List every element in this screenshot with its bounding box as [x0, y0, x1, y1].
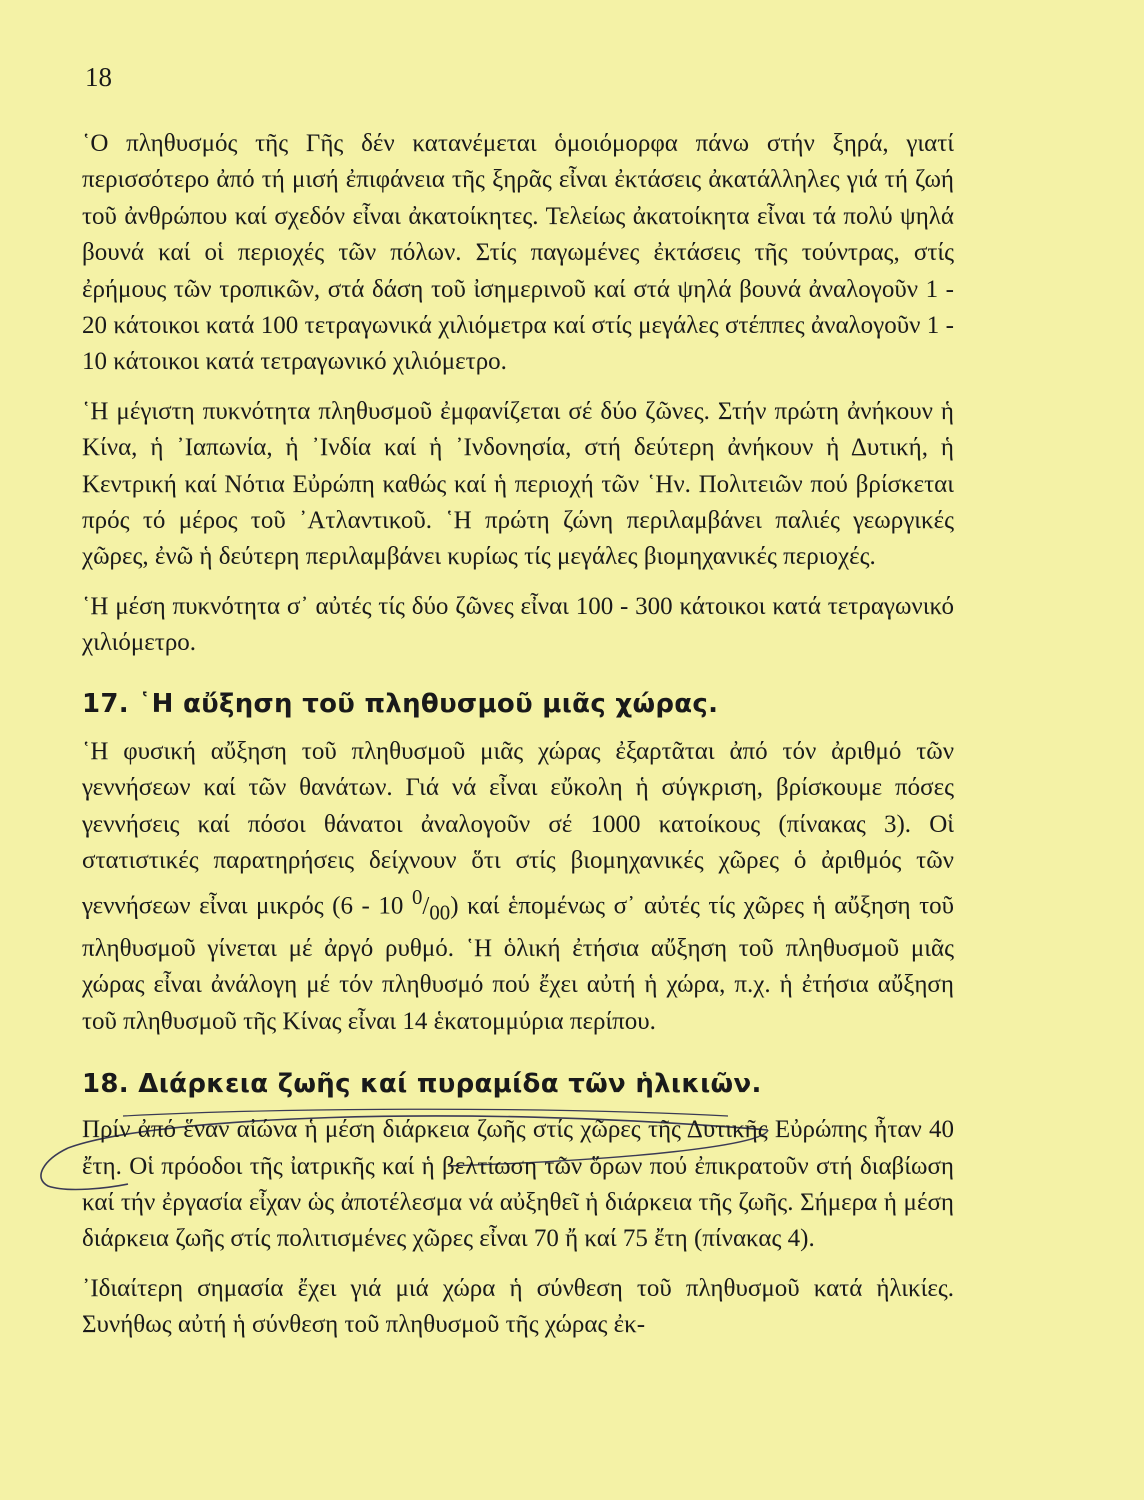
paragraph-mean-density: ῾Η μέση πυκνότητα σ᾿ αὐτές τίς δύο ζῶνες εἶναι 100 - 300 κάτοικοι κατά τετραγωνικό χιλιόμετρο. [82, 592, 954, 657]
paragraph-age-composition: ᾿Ιδιαίτερη σημασία ἔχει γιά μιά χώρα ἡ σύνθεση τοῦ πληθυσμοῦ κατά ἡλικίες. Συνήθως αὐτή ἡ σύνθεση τοῦ πληθυσμοῦ τῆς χώρας ἐκ- [82, 1274, 954, 1339]
page-number: 18 [85, 62, 112, 92]
permille-sup: 0 [412, 885, 423, 910]
section-17-heading: 17. ῾Η αὔξηση τοῦ πληθυσμοῦ μιᾶς χώρας. [82, 688, 719, 719]
page-content [82, 126, 954, 1357]
growth-text-end: ) καί ἑπομένως σ᾿ αὐτές τίς χῶρες ἡ αὔξηση τοῦ πληθυσμοῦ γίνεται μέ ἀργό ρυθμό. ῾Η ὁλική ἐτήσια αὔξηση τοῦ πληθυσμοῦ μιᾶς χώρας εἶναι ἀνάλογη μέ τόν πληθυσμό πού ἔχει αὐτή ἡ χώρα, π.χ. ἡ ἐτήσια αὔξηση τοῦ πληθυσμοῦ τῆς Κίνας εἶναι 14 ἑκατομμύρια περίπου. [82, 892, 954, 1035]
paragraph-population-growth [82, 734, 954, 1041]
paragraph-life-expectancy: Πρίν ἀπό ἕναν αἰώνα ἡ μέση διάρκεια ζωῆς στίς χῶρες τῆς Δυτικῆς Εὐρώπης ἦταν 40 ἔτη. Οἱ πρόοδοι τῆς ἰατρικῆς καί ἡ βελτίωση τῶν ὅρων πού ἐπικρατοῦν στή διαβίωση καί τήν ἐργασία εἶχαν ὡς ἀποτέλεσμα νά αὐξηθεῖ ἡ διάρκεια τῆς ζωῆς. Σήμερα ἡ μέση διάρκεια ζωῆς στίς πολιτισμένες χῶρες εἶναι 70 ἤ καί 75 ἔτη (πίνακας 4). [82, 1116, 954, 1253]
paragraph-population-distribution: ῾Ο πληθυσμός τῆς Γῆς δέν κατανέμεται ὁμοιόμορφα πάνω στήν ξηρά, γιατί περισσότερο ἀπό τή μισή ἐπιφάνεια τῆς ξηρᾶς εἶναι ἐκτάσεις ἀκατάλληλες γιά τή ζωή τοῦ ἀνθρώπου καί σχεδόν εἶναι ἀκατοίκητες. Τελείως ἀκατοίκητα εἶναι τά πολύ ψηλά βουνά καί οἱ περιοχές τῶν πόλων. Στίς παγωμένες ἐκτάσεις τῆς τούντρας, στίς ἐρήμους τῶν τροπικῶν, στά δάση τοῦ ἰσημερινοῦ καί στά ψηλά βουνά ἀναλογοῦν 1 - 20 κάτοικοι κατά 100 τετραγωνικά χιλιόμετρα καί στίς μεγάλες στέππες ἀναλογοῦν 1 - 10 κάτοικοι κατά τετραγωνικό χιλιόμετρο. [82, 130, 954, 376]
permille-sub: 00 [429, 900, 451, 925]
permille-slash: / [422, 892, 430, 920]
growth-text-start: ῾Η φυσική αὔξηση τοῦ πληθυσμοῦ μιᾶς χώρας ἐξαρτᾶται ἀπό τόν ἀριθμό τῶν γεννήσεων καί τῶν θανάτων. Γιά νά εἶναι εὔκολη ἡ σύγκριση, βρίσκουμε πόσες γεννήσεις καί πόσοι θάνατοι ἀναλογοῦν σέ 1000 κατοίκους (πίνακας 3). Οἱ στατιστικές παρατηρήσεις δείχνουν ὅτι στίς βιομηχανικές χῶρες ὁ ἀριθμός τῶν γεννήσεων εἶναι μικρός (6 - 10 [82, 737, 954, 920]
paragraph-max-density: ῾Η μέγιστη πυκνότητα πληθυσμοῦ ἐμφανίζεται σέ δύο ζῶνες. Στήν πρώτη ἀνήκουν ἡ Κίνα, ἡ ᾿Ιαπωνία, ἡ ᾿Ινδία καί ἡ ᾿Ινδονησία, στή δεύτερη ἀνήκουν ἡ Δυτική, ἡ Κεντρική καί Νότια Εὐρώπη καθώς καί ἡ περιοχή τῶν ῾Ην. Πολιτειῶν πού βρίσκεται πρός τό μέρος τοῦ ᾿Ατλαντικοῦ. ῾Η πρώτη ζώνη περιλαμβάνει παλιές γεωργικές χῶρες, ἐνῶ ἡ δεύτερη περιλαμβάνει κυρίως τίς μεγάλες βιομηχανικές περιοχές. [82, 397, 954, 571]
section-18-heading: 18. Διάρκεια ζωῆς καί πυραμίδα τῶν ἡλικιῶν. [82, 1069, 762, 1100]
